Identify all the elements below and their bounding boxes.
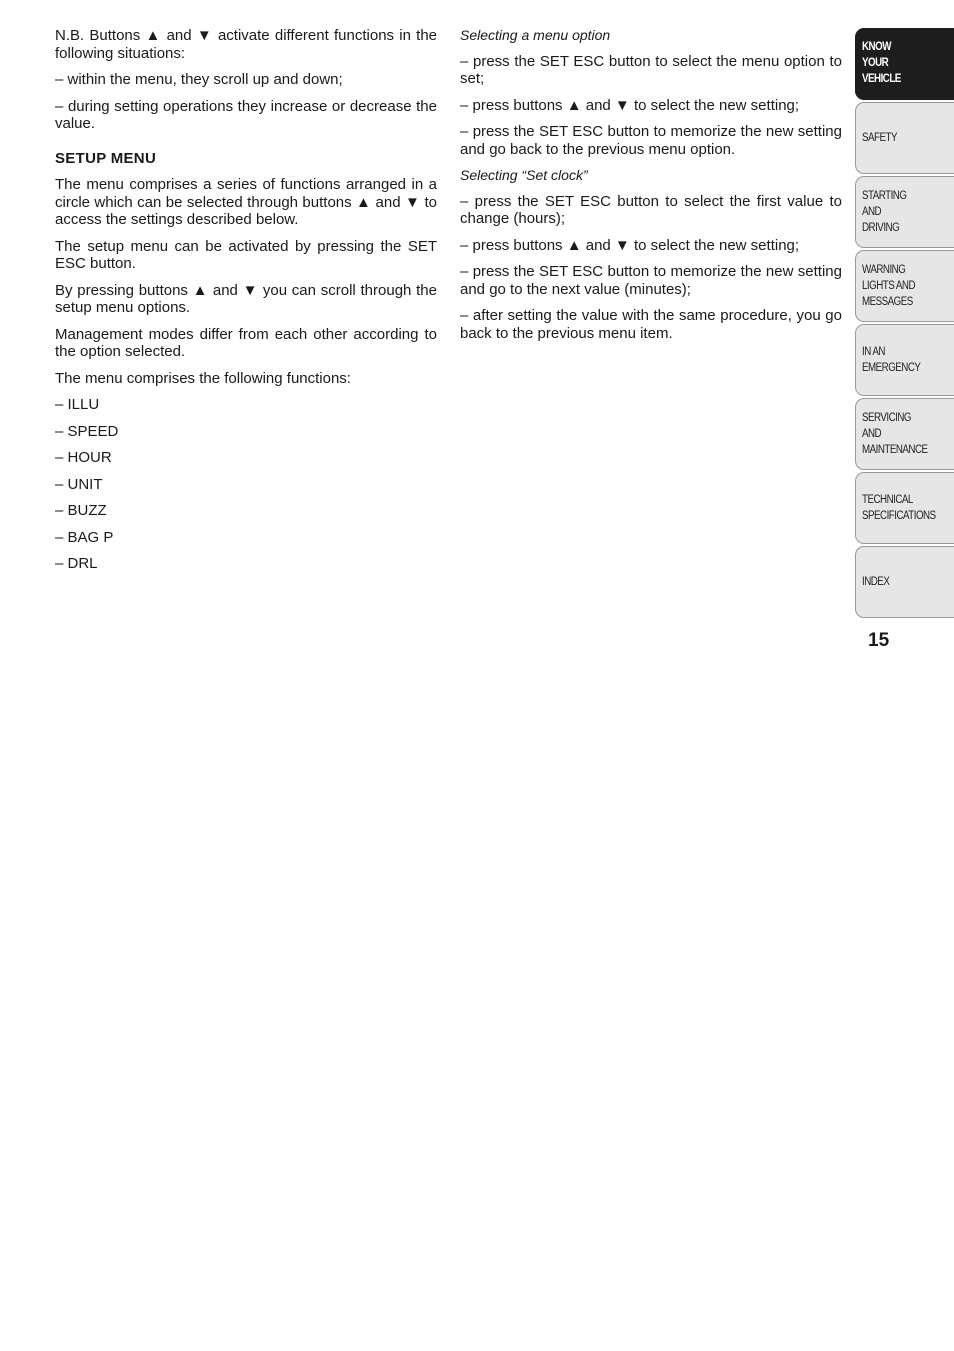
step-3: – press the SET ESC button to memorize the new setting and go back to the previous menu option. — [460, 123, 842, 158]
paragraph-2: The setup menu can be activated by pressing the SET ESC button. — [55, 237, 437, 272]
nb-item-1: – within the menu, they scroll up and down; — [55, 71, 343, 88]
middle-column — [460, 27, 842, 351]
function-item-hour: – HOUR — [55, 449, 112, 466]
tab-label: INDEX — [862, 576, 890, 588]
tab-label: KNOW YOUR VEHICLE — [862, 41, 901, 85]
setup-menu-heading: SETUP MENU — [55, 149, 157, 167]
tab-safety[interactable] — [855, 102, 954, 174]
tab-label: IN AN EMERGENCY — [862, 346, 921, 374]
tab-starting-and-driving[interactable] — [855, 176, 954, 248]
step-1: – press the SET ESC button to select the menu option to set; — [460, 52, 842, 87]
nb-item-2: – during setting operations they increase or decrease the value. — [55, 97, 437, 132]
clock-step-3: – press the SET ESC button to memorize the new setting and go to the next value (minutes); — [460, 263, 842, 298]
clock-step-4: – after setting the value with the same procedure, you go back to the previous menu item. — [460, 307, 842, 342]
tab-warning-lights[interactable] — [855, 250, 954, 322]
function-item-drl: – DRL — [55, 555, 98, 572]
chapter-tabs — [855, 28, 954, 620]
tab-label: SERVICING AND MAINTENANCE — [862, 412, 928, 456]
tab-index[interactable] — [855, 546, 954, 618]
paragraph-4: Management modes differ from each other according to the option selected. — [55, 325, 437, 360]
nb-paragraph: N.B. Buttons ▲ and ▼ activate different functions in the following situations: — [55, 27, 437, 62]
tab-servicing[interactable] — [855, 398, 954, 470]
function-item-speed: – SPEED — [55, 422, 119, 440]
function-item-unit: – UNIT — [55, 475, 103, 493]
paragraph-3: By pressing buttons ▲ and ▼ you can scroll through the setup menu options. — [55, 281, 437, 316]
paragraph-1: The menu comprises a series of functions arranged in a circle which can be selected through buttons ▲ and ▼ to access the settings described below. — [55, 176, 437, 228]
tab-label: SAFETY — [862, 132, 897, 144]
tab-in-an-emergency[interactable] — [855, 324, 954, 396]
paragraph-5: The menu comprises the following functions: — [55, 369, 351, 387]
function-item-bag-p: – BAG P — [55, 528, 114, 546]
subheading-set-clock: Selecting “Set clock” — [460, 167, 588, 183]
clock-step-2: – press buttons ▲ and ▼ to select the new setting; — [460, 236, 800, 254]
clock-step-1: – press the SET ESC button to select the first value to change (hours); — [460, 192, 842, 227]
step-2: – press buttons ▲ and ▼ to select the new setting; — [460, 96, 800, 114]
function-item-buzz: – BUZZ — [55, 502, 107, 519]
subheading-menu-option: Selecting a menu option — [460, 27, 611, 43]
tab-label: WARNING LIGHTS AND MESSAGES — [862, 264, 916, 308]
tab-technical-specifications[interactable] — [855, 472, 954, 544]
page-number: 15 — [868, 630, 890, 651]
function-item-illu: – ILLU — [55, 396, 100, 413]
tab-know-your-vehicle[interactable] — [855, 28, 954, 100]
left-column — [55, 27, 437, 582]
tab-label: STARTING AND DRIVING — [862, 190, 907, 234]
tab-label: TECHNICAL SPECIFICATIONS — [862, 494, 936, 522]
